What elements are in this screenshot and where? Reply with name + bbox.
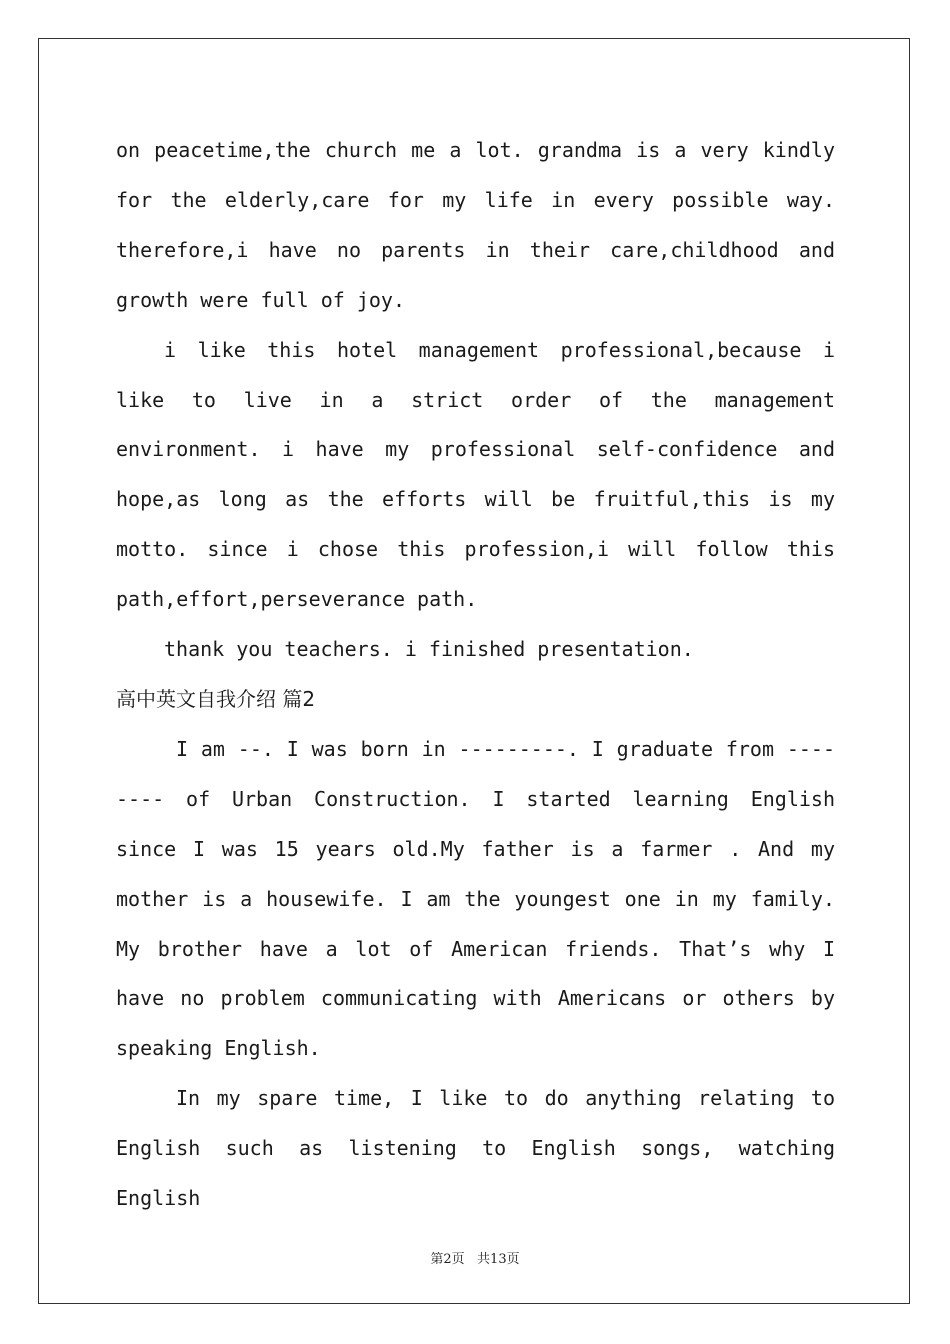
document-body (116, 126, 835, 1224)
paragraph-family: on peacetime,the church me a lot. grandma is a very kindly for the elderly,care for my life in every possible way. therefore,i have no parents in their care,childhood and growth were full of joy. (116, 138, 835, 312)
page-footer (0, 1248, 950, 1267)
page-number: 第2页 共13页 (430, 1252, 520, 1267)
paragraph-spare-time: In my spare time, I like to do anything relating to English such as listening to English songs, watching English (116, 1086, 835, 1211)
section-heading: 高中英文自我介绍 篇2 (116, 686, 316, 711)
paragraph-thanks: thank you teachers. i finished presentation. (164, 637, 694, 662)
paragraph-introduction: I am --. I was born in ---------. I graduate from -------- of Urban Construction. I started learning English since I was 15 years old.My father is a farmer . And my mother is a housewife. I am the youngest one in my family. My brother have a lot of American friends. That’s why I have no problem communicating with Americans or others by speaking English. (116, 736, 835, 1061)
paragraph-profession: i like this hotel management professional,because i like to live in a strict order of the management environment. i have my professional self-confidence and hope,as long as the efforts will be fruitful,this is my motto. since i chose this profession,i will follow this path,effort,perseverance path. (116, 337, 835, 612)
